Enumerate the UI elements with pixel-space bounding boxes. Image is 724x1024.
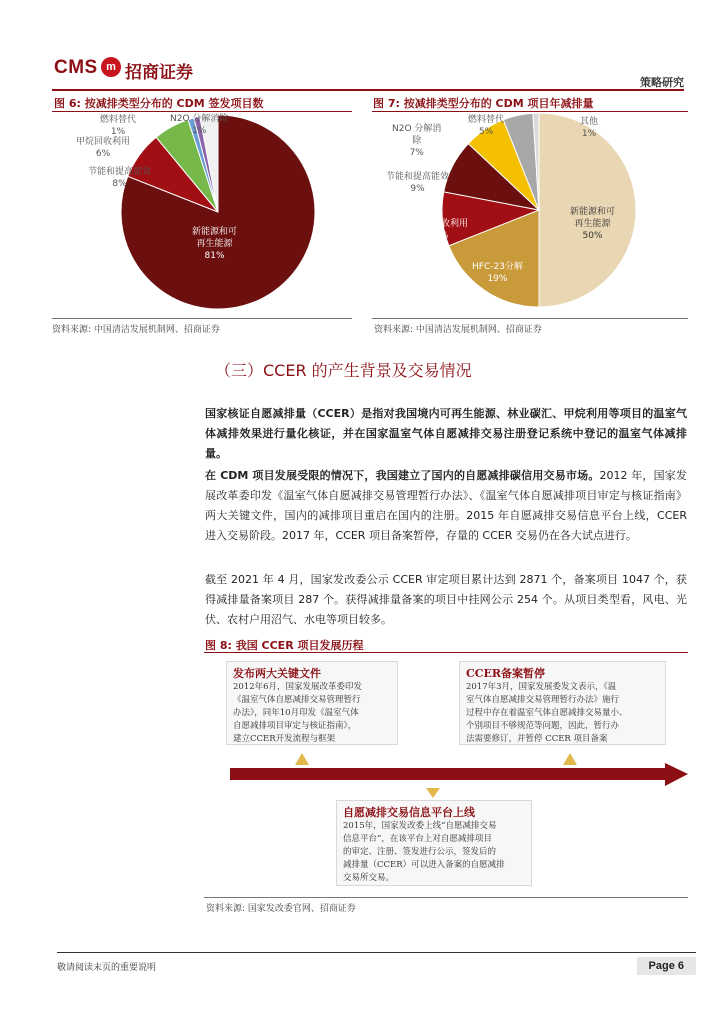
fig7-title: 图 7: 按减排类型分布的 CDM 项目年减排量	[373, 97, 594, 110]
fig7-label-n2o: N2O 分解消 除 7%	[392, 124, 442, 158]
logo-cms-text: CMS	[54, 57, 98, 78]
logo-badge-icon: m	[101, 57, 121, 77]
logo-chinese-name: 招商证券	[125, 63, 193, 83]
paragraph-ccer-definition	[205, 404, 687, 464]
fig8-title-rule	[204, 652, 688, 653]
fig6-label-renewable: 新能源和可 再生能源 81%	[192, 227, 238, 261]
paragraph-ccer-history-bold: 在 CDM 项目发展受限的情况下，我国建立了国内的自愿减排碳信用交易市场。	[205, 469, 600, 482]
fig7-label-efficiency: 节能和提高能效 9%	[386, 172, 450, 194]
fig7-source: 资料来源: 中国清洁发展机制网、招商证券	[374, 325, 542, 335]
paragraph-ccer-history-text: 2012 年，国家发展改革委印发《温室气体自愿减排交易管理暂行办法》、《温室气体自愿减排项目审定与核证指南》两大关键文件，国内的减排项目重启在国内的注册。2015 年自愿减排交易信息平台上线，CCER 进入交易阶段。2017 年，CCER 项目备案暂停，存量的 CCER 交易仍在各大试点进行。	[205, 469, 687, 542]
fig6-label-methane: 甲烷回收利用 6%	[76, 137, 131, 159]
footer-divider	[57, 952, 696, 953]
fig6-source-rule	[52, 318, 352, 319]
fig6-source: 资料来源: 中国清洁发展机制网、招商证券	[52, 325, 220, 335]
fig8-source: 资料来源: 国家发改委官网、招商证券	[206, 904, 356, 914]
timeline-box-2017	[459, 661, 666, 745]
footer-disclaimer: 敬请阅读末页的重要说明	[57, 963, 157, 973]
header-divider	[52, 89, 684, 91]
timeline-arrow	[230, 763, 688, 786]
paragraph-ccer-definition-bold: 国家核证自愿减排量（CCER）是指对我国境内可再生能源、林业碳汇、甲烷利用等项目的温室气体减排效果进行量化核证，并在国家温室气体自愿减排交易注册登记系统中登记的温室气体减排量。	[205, 407, 687, 460]
paragraph-ccer-stats: 截至 2021 年 4 月，国家发改委公示 CCER 审定项目累计达到 2871 个，备案项目 1047 个，获得减排量备案项目 287 个。获得减排量备案的项目中挂网公示 254 个。从项目类型看，风电、光伏、农村户用沼气、水电等项目较多。	[205, 573, 687, 626]
timeline-box-2012-title: 发布两大关键文件	[233, 667, 321, 680]
fig7-label-other: 其他 1%	[580, 117, 599, 139]
timeline-box-2012	[226, 661, 398, 745]
fig6-label-efficiency: 节能和提高能效 8%	[88, 167, 152, 189]
timeline-box-2012-text: 2012年6月，国家发展改革委印发 《温室气体自愿减排交易管理暂行 办法》，同年10月印发《温室气体 自愿减排项目审定与核证指南》， 建立CCER开发流程与框架	[233, 682, 363, 744]
timeline-pointer-up-2012	[295, 753, 309, 765]
section-heading: （三）CCER 的产生背景及交易情况	[215, 361, 472, 380]
fig7-source-rule	[372, 318, 688, 319]
page-number: Page 6	[637, 957, 696, 975]
fig6-label-fuel: 燃料替代 1%	[100, 115, 137, 137]
fig8-source-rule	[204, 897, 688, 898]
fig7-label-methane: 甲烷回收利用 9%	[414, 219, 469, 241]
timeline-box-2015-text: 2015年，国家发改委上线“自愿减排交易 信息平台”，在该平台上对自愿减排项目 的审定、注册、签发进行公示，签发后的 减排量（CCER）可以进入备案的自愿减排 交易所交易。	[343, 821, 505, 883]
timeline-box-2017-text: 2017年3月，国家发展委发文表示，《温 室气体自愿减排交易管理暂行办法》施行 过程中存在着温室气体自愿减排交易量小、 个别项目不够规范等问题，因此，暂行办 法需要修订，并暂停 CCER 项目备案	[466, 682, 628, 744]
report-category: 策略研究	[640, 76, 684, 89]
timeline-box-2017-title: CCER备案暂停	[466, 667, 546, 680]
timeline-pointer-up-2017	[563, 753, 577, 765]
timeline-axis	[220, 748, 690, 800]
fig7-label-renewable: 新能源和可 再生能源 50%	[570, 207, 616, 241]
fig7-label-fuel: 燃料替代 5%	[468, 115, 505, 137]
fig8-title: 图 8: 我国 CCER 项目发展历程	[205, 639, 364, 652]
timeline-box-2015-title: 自愿减排交易信息平台上线	[343, 806, 475, 819]
timeline-box-2015	[336, 800, 532, 886]
fig7-label-hfc: HFC-23分解 19%	[472, 262, 523, 284]
paragraph-ccer-history	[205, 466, 687, 546]
fig6-label-n2o: N2O 分解消除 1%	[170, 114, 229, 136]
timeline-pointer-down-2015	[426, 788, 440, 798]
fig6-title: 图 6: 按减排类型分布的 CDM 签发项目数	[54, 97, 264, 110]
